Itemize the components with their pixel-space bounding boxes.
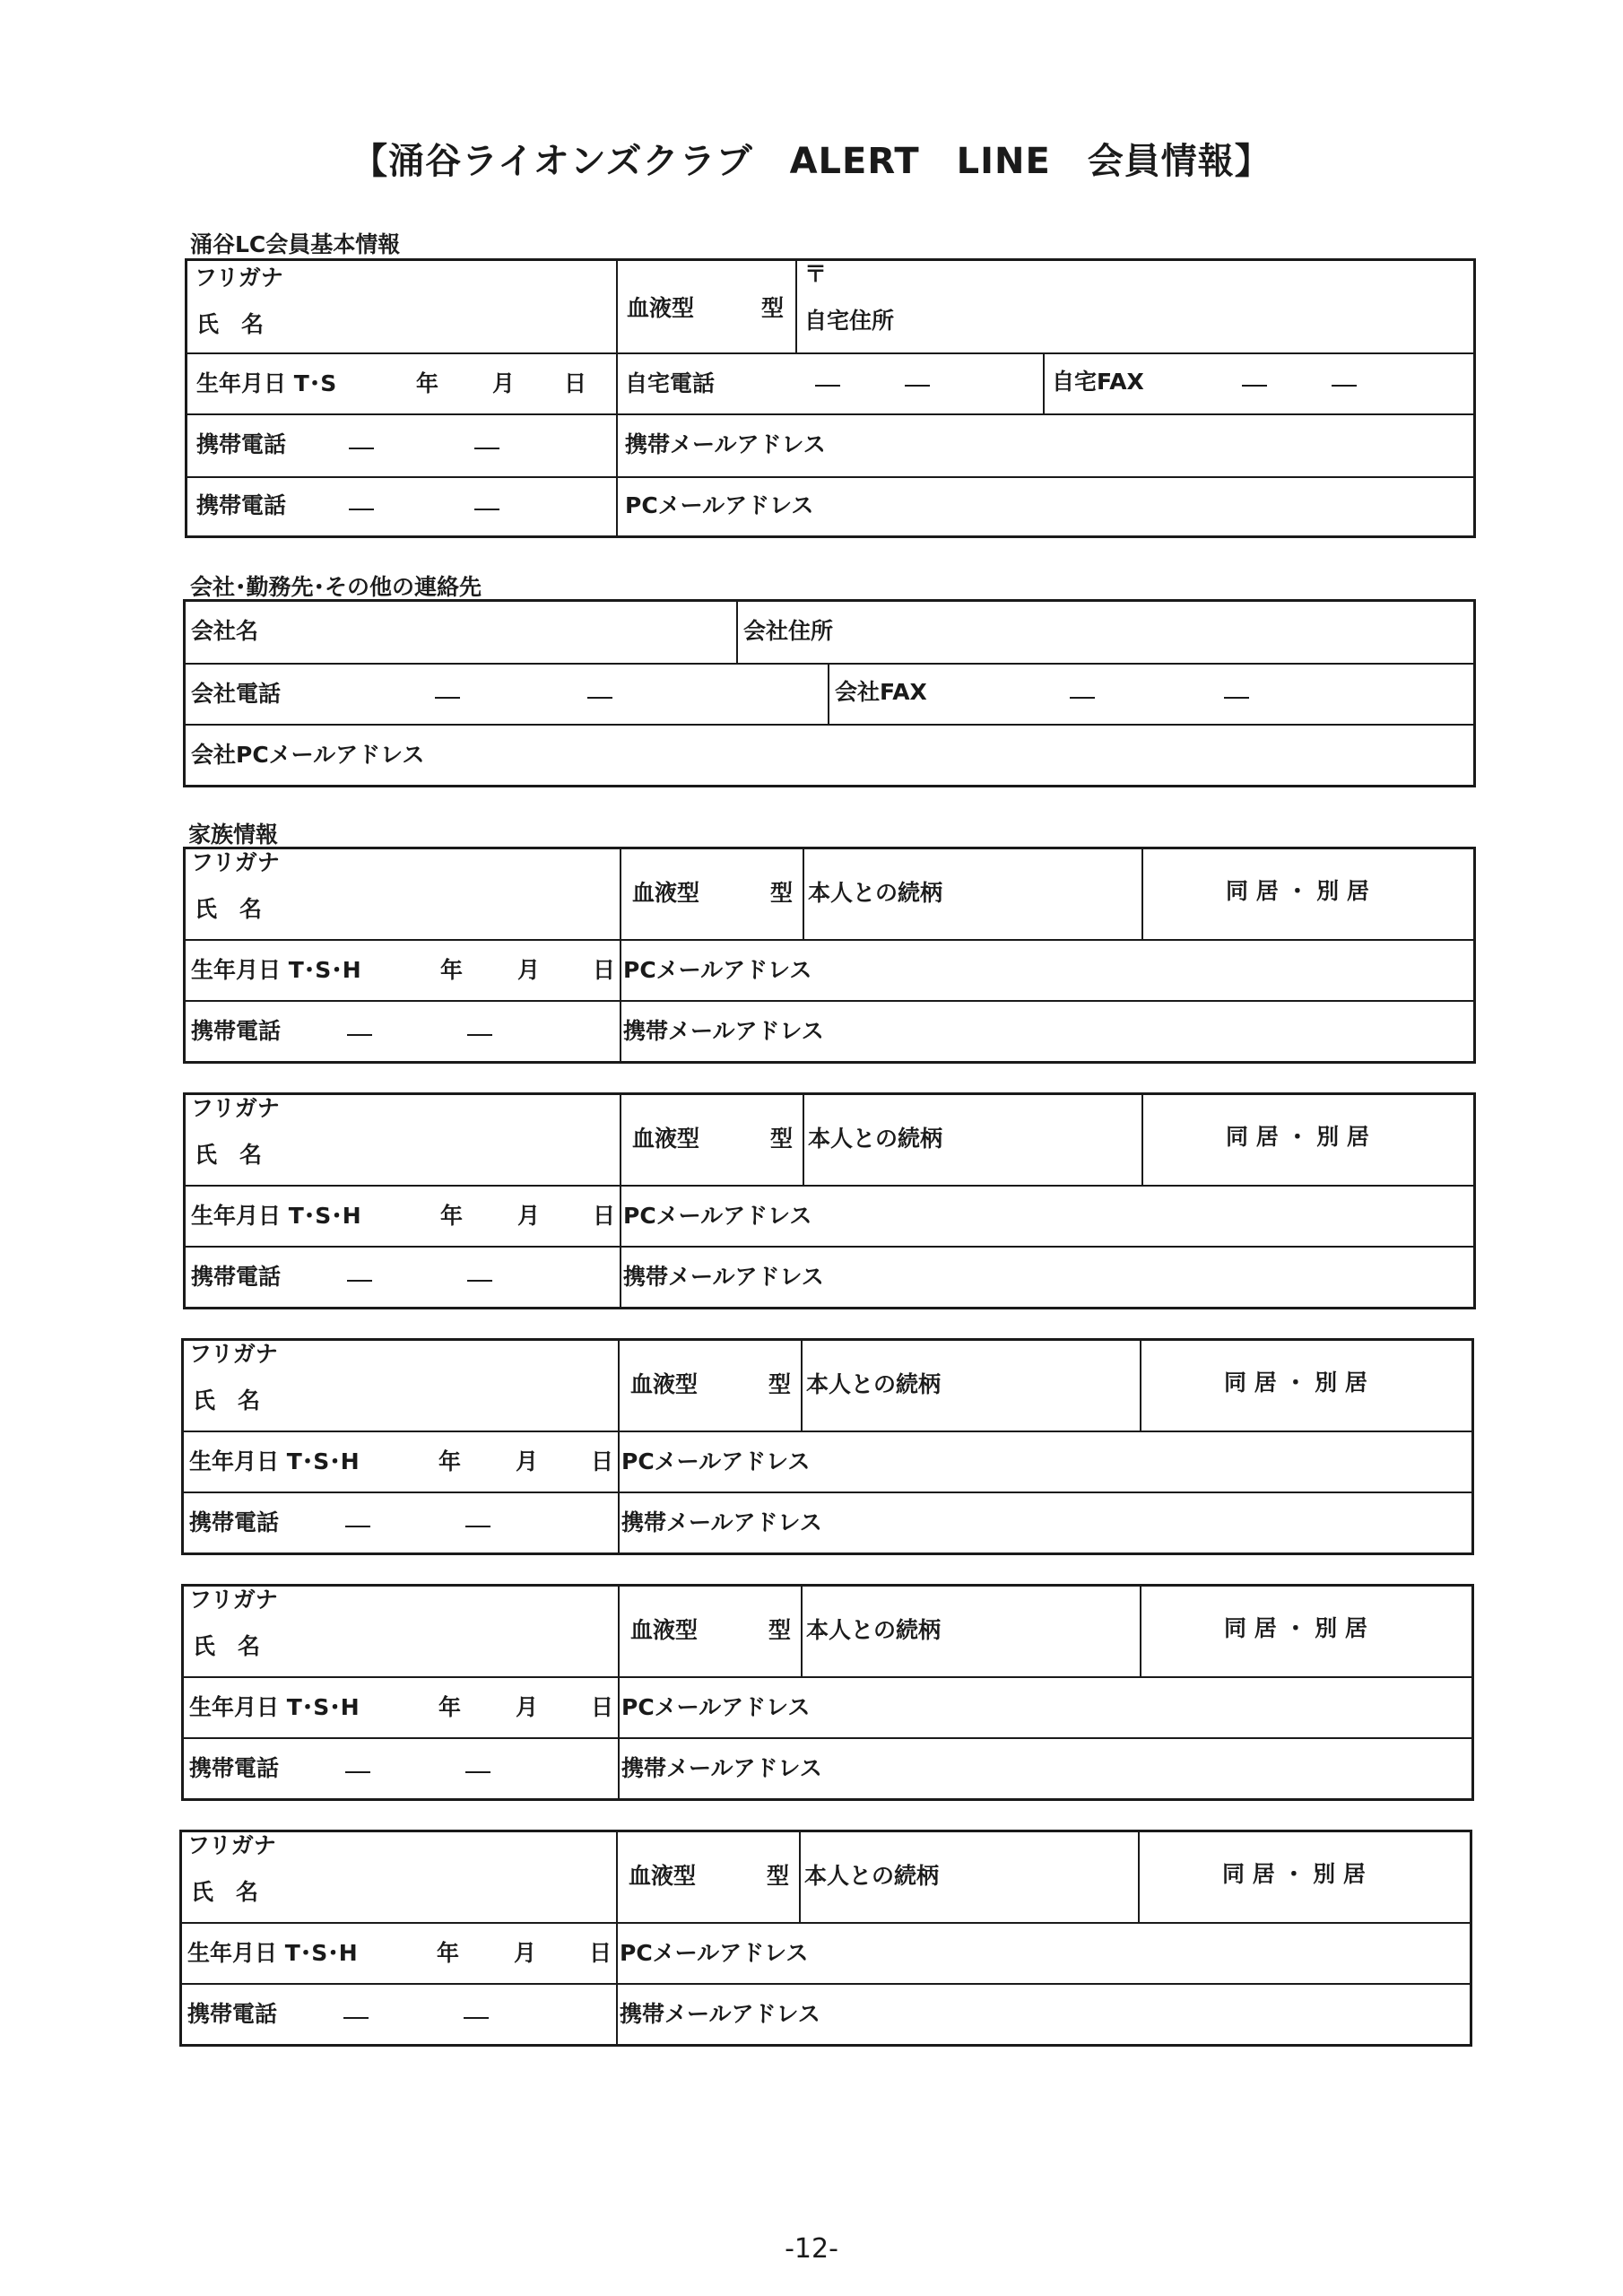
family-mobile-row <box>184 1739 1471 1798</box>
year-label: 年 <box>437 1940 460 1966</box>
family-name-row <box>184 1587 1471 1678</box>
month-label: 月 <box>516 1694 539 1720</box>
living-status-options: 同 居 ・ 別 居 <box>1226 1124 1369 1150</box>
blood-type-suffix: 型 <box>768 1371 792 1397</box>
name-label: 氏 名 <box>195 1142 263 1168</box>
living-status-options: 同 居 ・ 別 居 <box>1226 878 1369 904</box>
mobile-phone-label: 携帯電話 <box>196 492 287 518</box>
living-status-field[interactable] <box>1141 849 1473 939</box>
family-mobile-row <box>184 1493 1471 1552</box>
separator-dash <box>347 1280 372 1282</box>
month-label: 月 <box>516 1448 539 1474</box>
company-name-label: 会社名 <box>191 618 259 644</box>
pc-email-field[interactable] <box>620 941 1473 1000</box>
separator-dash <box>587 697 612 699</box>
blood-type-label: 血液型 <box>632 1126 700 1152</box>
pc-email-field[interactable] <box>620 1187 1473 1246</box>
family-mobile-row <box>186 1002 1473 1061</box>
blood-type-label: 血液型 <box>630 1371 699 1397</box>
separator-dash <box>464 2017 489 2019</box>
blood-type-label: 血液型 <box>632 880 700 906</box>
birth-date-label: 生年月日 T･S <box>196 370 337 396</box>
company-section-label: 会社･勤務先･その他の連絡先 <box>190 574 482 600</box>
mobile-email-label: 携帯メールアドレス <box>620 2001 820 2027</box>
living-status-options: 同 居 ・ 別 居 <box>1224 1615 1367 1641</box>
company-address-label: 会社住所 <box>743 618 834 644</box>
year-label: 年 <box>440 957 464 983</box>
company-email-row <box>186 726 1473 785</box>
year-label: 年 <box>440 1203 464 1229</box>
mobile-email-field[interactable] <box>616 1985 1470 2044</box>
company-fax-field[interactable] <box>828 665 1473 724</box>
year-label: 年 <box>438 1448 462 1474</box>
pc-email-label: PCメールアドレス <box>621 1694 811 1720</box>
separator-dash <box>435 697 460 699</box>
pc-email-label: PCメールアドレス <box>621 1448 811 1474</box>
member-birth-row <box>187 354 1473 415</box>
blood-type-suffix: 型 <box>770 1126 794 1152</box>
family-name-row <box>182 1832 1470 1924</box>
day-label: 日 <box>591 1448 614 1474</box>
member-info-form <box>185 258 1476 538</box>
pc-email-label: PCメールアドレス <box>620 1940 809 1966</box>
name-label: 氏 名 <box>193 1633 261 1659</box>
company-phone-row <box>186 665 1473 726</box>
pc-email-label: PCメールアドレス <box>623 1203 812 1229</box>
mobile-email-field[interactable] <box>618 1739 1471 1798</box>
furigana-label: フリガナ <box>195 265 283 291</box>
member-mobile-row-2 <box>187 478 1473 535</box>
separator-dash <box>347 1034 372 1036</box>
name-label: 氏 名 <box>193 1387 261 1413</box>
home-address-field[interactable] <box>795 261 1473 352</box>
member-name-row <box>187 261 1473 354</box>
relationship-label: 本人との続柄 <box>808 880 943 906</box>
separator-dash <box>1332 385 1357 387</box>
family-member-form <box>181 1584 1474 1801</box>
separator-dash <box>1224 697 1249 699</box>
separator-dash <box>1242 385 1267 387</box>
blood-type-field[interactable] <box>620 849 803 939</box>
member-section-label: 涌谷LC会員基本情報 <box>190 231 401 257</box>
mobile-email-label: 携帯メールアドレス <box>623 1018 824 1044</box>
company-info-form <box>183 599 1476 787</box>
family-birth-row <box>182 1924 1470 1985</box>
living-status-field[interactable] <box>1140 1587 1471 1676</box>
relationship-label: 本人との続柄 <box>804 1863 940 1889</box>
separator-dash <box>343 2017 369 2019</box>
living-status-field[interactable] <box>1140 1341 1471 1431</box>
home-fax-label: 自宅FAX <box>1052 369 1144 395</box>
name-label: 氏 名 <box>196 311 265 337</box>
month-label: 月 <box>517 957 541 983</box>
pc-email-field[interactable] <box>618 1432 1471 1492</box>
living-status-field[interactable] <box>1141 1095 1473 1185</box>
family-name-row <box>186 1095 1473 1187</box>
postal-mark: 〒 <box>804 261 828 287</box>
family-name-row <box>186 849 1473 941</box>
living-status-options: 同 居 ・ 別 居 <box>1222 1861 1366 1887</box>
family-mobile-row <box>182 1985 1470 2044</box>
blood-type-suffix: 型 <box>770 880 794 906</box>
day-label: 日 <box>589 1940 612 1966</box>
mobile-email-label: 携帯メールアドレス <box>625 431 826 457</box>
family-mobile-row <box>186 1248 1473 1307</box>
family-birth-row <box>186 941 1473 1002</box>
mobile-email-label: 携帯メールアドレス <box>623 1264 824 1290</box>
blood-type-suffix: 型 <box>767 1863 790 1889</box>
mobile-phone-label: 携帯電話 <box>189 1755 280 1781</box>
birth-date-label: 生年月日 T･S･H <box>191 1203 361 1229</box>
mobile-phone-label: 携帯電話 <box>189 1509 280 1535</box>
blood-type-field[interactable] <box>616 1832 799 1922</box>
relationship-field[interactable] <box>803 1095 1141 1185</box>
page-number: -12- <box>785 2233 838 2265</box>
day-label: 日 <box>593 1203 616 1229</box>
mobile-email-label: 携帯メールアドレス <box>621 1509 822 1535</box>
day-label: 日 <box>564 370 587 396</box>
family-birth-row <box>184 1432 1471 1493</box>
separator-dash <box>815 385 840 387</box>
furigana-label: フリガナ <box>187 1832 276 1858</box>
relationship-label: 本人との続柄 <box>806 1617 942 1643</box>
mobile-email-field[interactable] <box>616 415 1473 476</box>
family-member-form <box>183 1092 1476 1309</box>
family-section-label: 家族情報 <box>188 822 279 848</box>
family-member-form <box>181 1338 1474 1555</box>
living-status-field[interactable] <box>1138 1832 1470 1922</box>
family-name-row <box>184 1341 1471 1432</box>
separator-dash <box>345 1526 370 1527</box>
family-birth-row <box>186 1187 1473 1248</box>
mobile-email-field[interactable] <box>618 1493 1471 1552</box>
pc-email-label: PCメールアドレス <box>623 957 812 983</box>
pc-email-field[interactable] <box>618 1678 1471 1737</box>
birth-date-label: 生年月日 T･S･H <box>189 1448 360 1474</box>
furigana-label: フリガナ <box>189 1587 278 1613</box>
separator-dash <box>465 1526 490 1527</box>
mobile-email-field[interactable] <box>620 1002 1473 1061</box>
relationship-field[interactable] <box>799 1832 1138 1922</box>
month-label: 月 <box>514 1940 537 1966</box>
separator-dash <box>465 1771 490 1773</box>
day-label: 日 <box>593 957 616 983</box>
blood-type-field[interactable] <box>618 1341 801 1431</box>
separator-dash <box>467 1280 492 1282</box>
month-label: 月 <box>517 1203 541 1229</box>
pc-email-label: PCメールアドレス <box>625 492 814 518</box>
year-label: 年 <box>438 1694 462 1720</box>
living-status-options: 同 居 ・ 別 居 <box>1224 1370 1367 1396</box>
name-label: 氏 名 <box>191 1879 259 1905</box>
company-pc-email-label: 会社PCメールアドレス <box>191 742 425 768</box>
company-phone-label: 会社電話 <box>191 681 282 707</box>
company-name-row <box>186 602 1473 665</box>
mobile-email-label: 携帯メールアドレス <box>621 1755 822 1781</box>
member-mobile-row-1 <box>187 415 1473 478</box>
home-address-label: 自宅住所 <box>804 308 895 334</box>
mobile-phone-label: 携帯電話 <box>191 1018 282 1044</box>
year-label: 年 <box>416 370 439 396</box>
blood-type-suffix: 型 <box>761 295 785 321</box>
furigana-label: フリガナ <box>191 849 280 875</box>
relationship-field[interactable] <box>803 849 1141 939</box>
blood-type-label: 血液型 <box>630 1617 699 1643</box>
relationship-label: 本人との続柄 <box>808 1126 943 1152</box>
blood-type-suffix: 型 <box>768 1617 792 1643</box>
company-address-field[interactable] <box>736 602 1473 663</box>
furigana-label: フリガナ <box>191 1095 280 1121</box>
form-title: 【涌谷ライオンズクラブ ALERT LINE 会員情報】 <box>352 141 1271 182</box>
separator-dash <box>905 385 930 387</box>
family-member-form <box>183 847 1476 1064</box>
mobile-phone-label: 携帯電話 <box>191 1264 282 1290</box>
family-member-form <box>179 1830 1472 2047</box>
relationship-field[interactable] <box>801 1341 1140 1431</box>
separator-dash <box>1070 697 1095 699</box>
home-phone-label: 自宅電話 <box>625 370 716 396</box>
birth-date-label: 生年月日 T･S･H <box>189 1694 360 1720</box>
mobile-phone-label: 携帯電話 <box>187 2001 278 2027</box>
pc-email-field[interactable] <box>616 1924 1470 1983</box>
relationship-label: 本人との続柄 <box>806 1371 942 1397</box>
blood-type-field[interactable] <box>616 261 795 352</box>
company-fax-label: 会社FAX <box>835 679 927 705</box>
home-fax-field[interactable] <box>1043 354 1473 413</box>
blood-type-label: 血液型 <box>629 1863 697 1889</box>
blood-type-field[interactable] <box>620 1095 803 1185</box>
relationship-field[interactable] <box>801 1587 1140 1676</box>
name-label: 氏 名 <box>195 896 263 922</box>
blood-type-field[interactable] <box>618 1587 801 1676</box>
birth-date-label: 生年月日 T･S･H <box>191 957 361 983</box>
blood-type-label: 血液型 <box>627 295 695 321</box>
separator-dash <box>474 509 499 510</box>
furigana-label: フリガナ <box>189 1341 278 1367</box>
separator-dash <box>349 448 374 449</box>
mobile-phone-label: 携帯電話 <box>196 431 287 457</box>
separator-dash <box>474 448 499 449</box>
separator-dash <box>345 1771 370 1773</box>
family-birth-row <box>184 1678 1471 1739</box>
separator-dash <box>467 1034 492 1036</box>
pc-email-field[interactable] <box>616 478 1473 535</box>
month-label: 月 <box>492 370 516 396</box>
separator-dash <box>349 509 374 510</box>
home-phone-field[interactable] <box>616 354 1043 413</box>
birth-date-label: 生年月日 T･S･H <box>187 1940 358 1966</box>
day-label: 日 <box>591 1694 614 1720</box>
mobile-email-field[interactable] <box>620 1248 1473 1307</box>
